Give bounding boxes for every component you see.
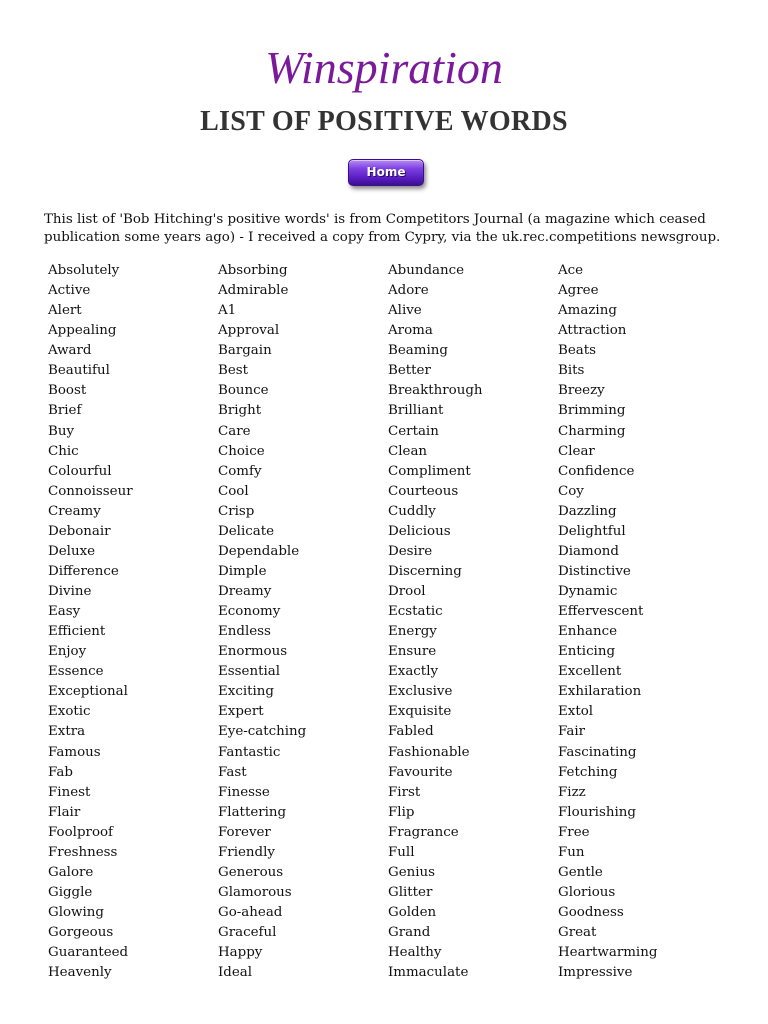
word-item: Eye-catching <box>218 724 307 740</box>
word-item: Creamy <box>48 503 101 519</box>
word-item: Fabled <box>388 724 434 740</box>
word-item: Flip <box>388 804 415 820</box>
word-item: Fun <box>558 844 585 860</box>
word-item: Grand <box>388 925 431 941</box>
word-item: Attraction <box>558 323 627 339</box>
word-item: Delightful <box>558 523 626 539</box>
word-item: Go-ahead <box>218 905 283 920</box>
word-item: Gorgeous <box>48 925 114 941</box>
word-item: Abundance <box>388 263 465 278</box>
word-item: Dynamic <box>558 584 618 599</box>
word-item: Cuddly <box>388 503 436 519</box>
word-item: Graceful <box>218 925 277 941</box>
word-item: Great <box>558 925 597 941</box>
word-item: Fragrance <box>388 824 459 840</box>
word-item: Colourful <box>48 463 112 479</box>
word-item: Ensure <box>388 644 437 660</box>
word-item: Forever <box>218 824 271 840</box>
word-item: Better <box>388 363 431 379</box>
word-item: Ecstatic <box>388 604 443 620</box>
word-item: Breezy <box>558 383 605 399</box>
word-item: Compliment <box>388 463 471 479</box>
word-item: Exquisite <box>388 704 452 720</box>
word-item: Generous <box>218 864 284 880</box>
word-item: Heartwarming <box>558 945 658 961</box>
word-item: Absolutely <box>48 263 120 278</box>
word-item: Absorbing <box>218 263 288 278</box>
word-item: Exhilaration <box>558 684 642 700</box>
word-item: Flattering <box>218 804 287 820</box>
word-item: Efficient <box>48 624 106 640</box>
word-item: Healthy <box>388 945 442 961</box>
word-item: Desire <box>388 543 433 559</box>
word-item: Essence <box>48 664 104 680</box>
word-item: Finest <box>48 784 91 800</box>
word-item: Fizz <box>558 784 586 800</box>
word-item: Clear <box>558 443 595 459</box>
word-item: Flair <box>48 804 81 820</box>
word-item: Glamorous <box>218 884 292 900</box>
word-item: Buy <box>48 423 75 439</box>
word-item: Drool <box>388 584 426 599</box>
word-item: Adore <box>388 283 429 299</box>
word-item: Courteous <box>388 483 459 499</box>
word-item: Ace <box>558 263 584 278</box>
word-item: Finesse <box>218 784 270 800</box>
word-item: Happy <box>218 945 263 961</box>
word-item: Active <box>48 283 91 299</box>
word-item: Bargain <box>218 343 272 359</box>
word-item: Genius <box>388 864 436 880</box>
word-item: Certain <box>388 423 439 439</box>
word-item: Difference <box>48 563 119 579</box>
word-item: Deluxe <box>48 543 96 559</box>
word-item: Admirable <box>218 283 289 299</box>
word-item: Favourite <box>388 764 453 780</box>
word-item: Best <box>218 363 249 379</box>
word-item: Bright <box>218 403 262 419</box>
word-item: Bits <box>558 363 585 379</box>
word-item: Fair <box>558 724 586 740</box>
word-item: Coy <box>558 483 584 499</box>
word-item: Distinctive <box>558 563 631 579</box>
word-item: Foolproof <box>48 824 114 840</box>
word-item: Enjoy <box>48 644 87 660</box>
home-button[interactable]: Home <box>348 159 424 186</box>
page-heading: LIST OF POSITIVE WORDS <box>200 106 568 137</box>
word-item: Diamond <box>558 543 619 559</box>
word-item: Amazing <box>558 303 617 319</box>
word-item: Excellent <box>558 664 622 680</box>
word-item: Full <box>388 844 415 860</box>
word-item: First <box>388 784 421 800</box>
word-item: Enormous <box>218 644 288 660</box>
word-item: Aroma <box>388 323 433 339</box>
word-item: Famous <box>48 744 101 760</box>
word-item: Divine <box>48 584 92 599</box>
word-item: Exciting <box>218 684 274 700</box>
word-item: Energy <box>388 624 437 640</box>
word-item: Fast <box>218 764 247 780</box>
word-item: Glitter <box>388 884 433 900</box>
word-item: Alert <box>48 303 82 319</box>
positive-words-list <box>48 261 728 983</box>
word-item: Effervescent <box>558 604 644 620</box>
word-item: Alive <box>388 303 422 319</box>
word-item: Galore <box>48 864 94 880</box>
word-item: Impressive <box>558 965 633 981</box>
intro-paragraph: This list of 'Bob Hitching's positive words' is from Competitors Journal (a magazine which ceased publication some years ago) - I received a copy from Cypry, via the uk.rec.competitions newsgroup. <box>44 212 721 245</box>
word-item: Exactly <box>388 664 439 680</box>
word-item: Flourishing <box>558 804 636 820</box>
word-item: Extra <box>48 724 86 740</box>
word-item: Connoisseur <box>48 483 133 499</box>
word-item: Choice <box>218 443 265 459</box>
word-item: Bounce <box>218 383 269 399</box>
word-item: Fetching <box>558 764 618 780</box>
word-item: Giggle <box>48 884 93 900</box>
word-item: Guaranteed <box>48 945 129 961</box>
word-item: Dimple <box>218 563 267 579</box>
word-item: Delicious <box>388 523 451 539</box>
word-item: Beautiful <box>48 363 110 379</box>
word-item: Glowing <box>48 905 104 920</box>
word-item: Dazzling <box>558 503 617 519</box>
word-item: Brimming <box>558 403 626 419</box>
word-item: Comfy <box>218 463 262 479</box>
word-item: Award <box>48 343 92 359</box>
word-item: Fab <box>48 764 73 780</box>
word-item: Confidence <box>558 463 635 479</box>
word-item: Golden <box>388 905 437 920</box>
word-item: Easy <box>48 604 81 620</box>
word-item: Charming <box>558 423 626 439</box>
word-item: Endless <box>218 624 271 640</box>
word-item: Agree <box>558 283 599 299</box>
word-item: Approval <box>218 323 280 339</box>
word-item: Enhance <box>558 624 618 640</box>
word-item: Brilliant <box>388 403 444 419</box>
word-item: Brief <box>48 403 82 419</box>
word-item: Fascinating <box>558 744 637 760</box>
word-item: Beaming <box>388 343 448 359</box>
word-item: Free <box>558 824 590 840</box>
word-item: Exclusive <box>388 684 453 700</box>
word-item: Enticing <box>558 644 616 660</box>
word-item: A1 <box>218 303 237 319</box>
word-item: Economy <box>218 604 281 620</box>
word-item: Essential <box>218 664 280 680</box>
word-item: Extol <box>558 704 594 720</box>
word-item: Discerning <box>388 563 462 579</box>
word-item: Dreamy <box>218 584 272 599</box>
word-item: Friendly <box>218 844 275 860</box>
word-item: Cool <box>218 483 249 499</box>
word-item: Exotic <box>48 704 91 720</box>
word-item: Ideal <box>218 965 253 981</box>
word-item: Expert <box>218 704 264 720</box>
word-item: Gentle <box>558 864 603 880</box>
word-item: Care <box>218 423 251 439</box>
word-item: Heavenly <box>48 965 112 981</box>
word-item: Goodness <box>558 905 624 920</box>
word-item: Debonair <box>48 523 111 539</box>
site-title: Winspiration <box>265 42 503 93</box>
word-item: Beats <box>558 343 597 359</box>
word-item: Fantastic <box>218 744 281 760</box>
word-item: Breakthrough <box>388 383 483 399</box>
word-item: Clean <box>388 443 428 459</box>
word-item: Delicate <box>218 523 275 539</box>
word-item: Chic <box>48 443 79 459</box>
word-item: Dependable <box>218 543 300 559</box>
word-item: Appealing <box>48 323 117 339</box>
word-item: Crisp <box>218 503 255 519</box>
word-item: Fashionable <box>388 744 470 760</box>
word-item: Exceptional <box>48 684 128 700</box>
word-item: Freshness <box>48 844 118 860</box>
word-item: Immaculate <box>388 965 469 981</box>
word-item: Glorious <box>558 884 616 900</box>
word-item: Boost <box>48 383 87 399</box>
